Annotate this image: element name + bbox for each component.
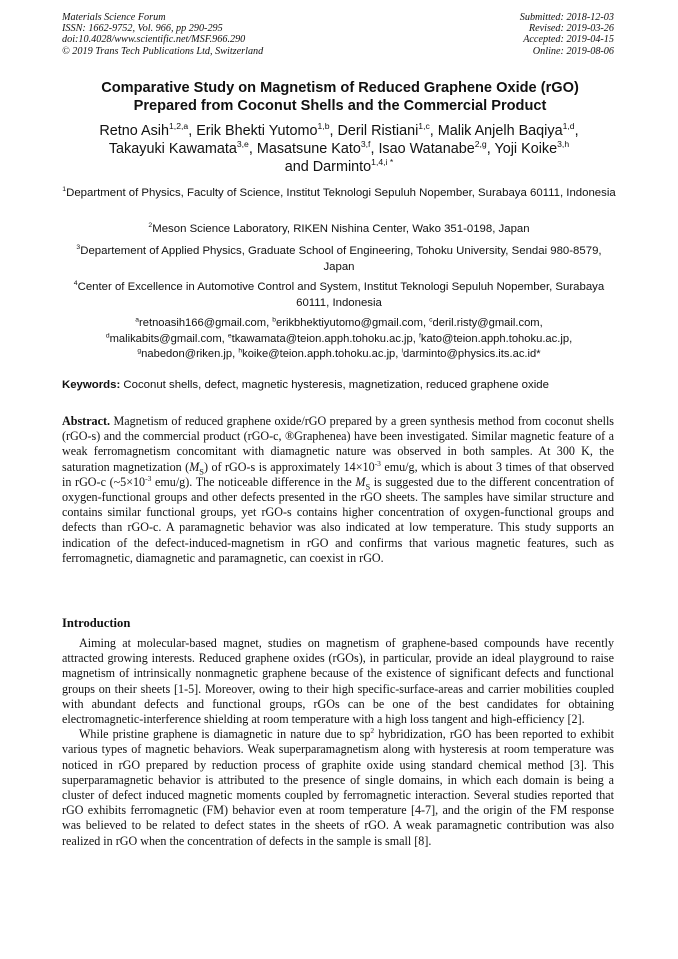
issn: ISSN: 1662-9752, Vol. 966, pp 290-295 — [62, 23, 223, 35]
publication-dates — [520, 12, 614, 57]
email-line — [46, 332, 632, 348]
title-line: Prepared from Coconut Shells and the Commercial Product — [133, 97, 547, 114]
author: Isao Watanabe$^{2,g}$, — [378, 139, 495, 157]
keywords — [62, 378, 622, 393]
email: $^b$erikbhektiyutomo@gmail.com, — [272, 316, 430, 329]
journal-name: Materials Science Forum — [62, 12, 166, 23]
email: $^e$tkawamata@teion.apph.tohoku.ac.jp, — [227, 331, 419, 345]
paragraph: Aiming at molecular-based magnet, studies on magnetism of graphene-based compounds have recently attracted growing interests. Reduced graphene oxides (rGOs), in particular, provide an ideal playground to raise magnetism of intrinsically nonmagnetic graphene because of the existence of significant defects and functional groups on their sheets [1-5]. Moreover, owing to their high specific-surface-areas and carrier mobilities coupled with abundant defects and functional groups, rGOs can be one of the best candidates for obtaining electromagnetic-interference shielding at room temperature with a high loss tangent and high-efficiency [2]. — [62, 636, 614, 727]
author-line — [30, 122, 648, 140]
submitted-date: Submitted: 2018-12-03 — [519, 12, 614, 23]
keywords-label: Keywords: — [62, 379, 121, 391]
affiliation: $^3$Departement of Applied Physics, Graduate School of Engineering, Tohoku University, Sendai 980-8579, Japan — [76, 244, 602, 273]
paper-title — [40, 80, 640, 115]
email: $^g$nabedon@riken.jp, — [137, 347, 239, 360]
author-line — [30, 158, 648, 176]
author: Retno Asih$^{1,2,a}$, — [99, 121, 197, 139]
email: $^f$kato@teion.apph.tohoku.ac.jp, — [418, 331, 573, 345]
author: and Darminto$^{1,4,i *}$ — [284, 157, 394, 175]
author: Takayuki Kawamata$^{3,e}$, — [108, 139, 257, 157]
email: $^i$darminto@physics.its.ac.id* — [401, 347, 541, 360]
email-line — [46, 316, 632, 332]
keywords-text: Coconut shells, defect, magnetic hysteresis, magnetization, reduced graphene oxide — [123, 379, 549, 391]
email: $^h$koike@teion.apph.tohoku.ac.jp, — [238, 347, 402, 360]
online-date: Online: 2019-08-06 — [532, 45, 614, 57]
abstract-label: Abstract. — [62, 414, 111, 428]
email-list — [46, 316, 632, 363]
revised-date: Revised: 2019-03-26 — [528, 23, 614, 35]
author: Deril Ristiani$^{1,c}$, — [337, 121, 438, 139]
author: Yoji Koike$^{3,h}$ — [494, 139, 570, 157]
paragraph: While pristine graphene is diamagnetic in nature due to $sp^2$ hybridization, rGO has been reported to exhibit various types of magnetic behaviors. Weak superparamagnetism along with hysteresis at room temperature was noticed in rGO prepared by reduction process of graphite oxide using standard chemical method [3]. This superparamagnetic behavior is attributed to the presence of single domains, in which each domain is being a cluster of defect induced magnetic moments coupled by ferromagnetic interaction. Several studies reported that rGO exhibits ferromagnetic (FM) behavior even at room temperature [4-7], and the origin of the FM response was believed to be related to defect states in the sheets of rGO. A weak paramagnetic contribution was also realized in rGO when the concentration of defects in the sample is small [8]. — [62, 726, 614, 848]
author: Malik Anjelh Baqiya$^{1,d}$, — [437, 121, 579, 139]
section-heading: Introduction — [62, 616, 131, 630]
author-line — [30, 140, 648, 158]
email-line — [46, 347, 632, 363]
introduction-body — [62, 636, 614, 849]
affiliation: $^2$Meson Science Laboratory, RIKEN Nishina Center, Wako 351-0198, Japan — [148, 222, 530, 235]
email: $^a$retnoasih166@gmail.com, — [135, 316, 273, 329]
affiliation: $^4$Center of Excellence in Automotive Control and System, Institut Teknologi Sepuluh Nopember, Surabaya 60111, Indonesia — [73, 280, 605, 309]
title-line: Comparative Study on Magnetism of Reduced Graphene Oxide (rGO) — [101, 80, 579, 96]
accepted-date: Accepted: 2019-04-15 — [523, 34, 614, 46]
email: $^d$malikabits@gmail.com, — [105, 331, 228, 345]
author-list — [30, 122, 648, 176]
copyright: © 2019 Trans Tech Publications Ltd, Switzerland — [62, 45, 264, 57]
affiliation: $^1$Department of Physics, Faculty of Science, Institut Teknologi Sepuluh Nopember, Surabaya 60111, Indonesia — [62, 186, 616, 199]
author: Masatsune Kato$^{3,f}$, — [256, 139, 379, 157]
journal-info — [62, 12, 263, 57]
email: $^c$deril.risty@gmail.com, — [429, 316, 543, 329]
doi: doi:10.4028/www.scientific.net/MSF.966.290 — [62, 34, 246, 46]
abstract: Abstract. Magnetism of reduced graphene oxide/rGO prepared by a green synthesis method from coconut shells (rGO-s) and the commercial product (rGO-c, ®Graphenea) have been investigated. Similar magnetic feature of a weak ferromagnetism concomitant with diamagnetic nature was observed in both samples. At 300 K, the saturation magnetization $(M_S)$ of rGO-s is approximately $14\times 10^{-3}$ emu/g, which is about 3 times of that observed in rGO-c ($\sim 5\times 10^{-3}$ emu/g). The noticeable difference in the $M_S$ is suggested due to the different concentration of oxygen-functional groups and other defects presented in the rGO sheets. The samples have similar structure and contains similar functional groups, yet rGO-s contains higher concentration of oxygen-functional groups and defects than rGO-c. A paramagnetic behavior was also indicated at low temperature. This study supports an indication of the defect-induced-magnetism in rGO and confirms that various magnetic features, such as ferromagnetic, diamagnetic and paramagnetic, can coexist in rGO. — [62, 414, 615, 565]
author: Erik Bhekti Yutomo$^{1,b}$, — [196, 121, 338, 139]
